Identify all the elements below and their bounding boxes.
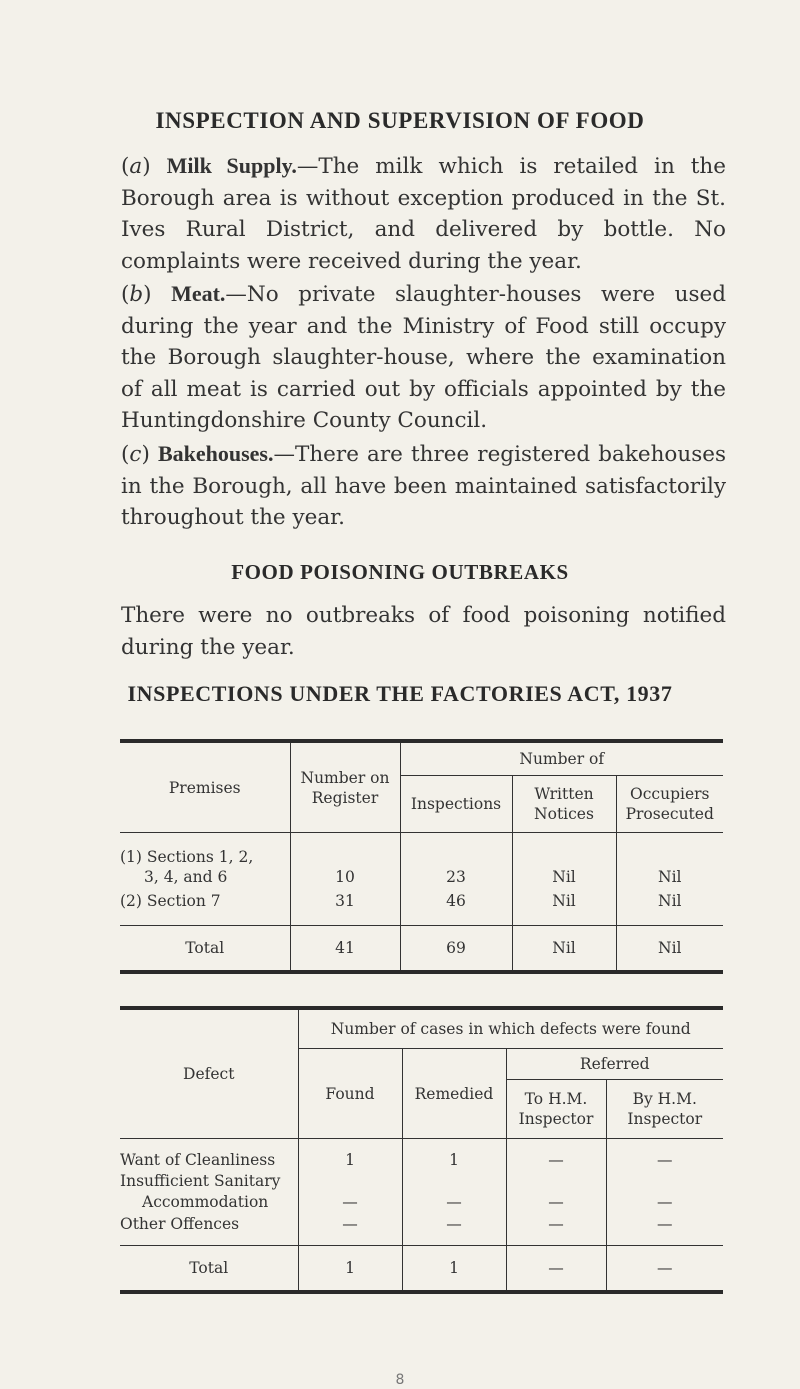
row-inspections: 23 — [400, 833, 512, 888]
col-header-premises: Premises — [168, 778, 241, 797]
page-number: 8 — [395, 1372, 405, 1388]
factories-inspections-table — [120, 739, 723, 974]
para-prefix-open: ( — [121, 154, 130, 179]
total-to-hm: — — [506, 1246, 606, 1293]
para-letter: a — [129, 154, 143, 179]
para-lead-meat: Meat. — [171, 281, 226, 306]
col-header-remedied: Remedied — [402, 1049, 506, 1139]
table-row — [120, 1139, 723, 1172]
total-label: Total — [189, 1259, 229, 1277]
heading-inspection: INSPECTION AND SUPERVISION OF FOOD — [155, 108, 645, 133]
col-header-number-on-register: Number on Register — [290, 741, 400, 833]
paragraph-bakehouses — [121, 438, 726, 534]
row-by-hm: — — [606, 1213, 723, 1246]
para-text-milk: —The milk which is retailed in the Borough area is without exception produced in the St. Ives Rural District, and delivered by bottle. No complaints were received during the year. — [121, 154, 726, 274]
row-premises-line1: (1) Sections 1, 2, — [120, 848, 254, 866]
row-to-hm: — — [506, 1171, 606, 1213]
table-row — [120, 833, 723, 888]
table-row — [120, 1213, 723, 1246]
table-row — [120, 1171, 723, 1213]
row-defect: Want of Cleanliness — [120, 1151, 276, 1169]
row-premises — [120, 833, 290, 888]
para-lead-milk: Milk Supply. — [166, 153, 297, 178]
row-prosecuted: Nil — [616, 887, 723, 926]
row-to-hm: — — [506, 1213, 606, 1246]
total-notices: Nil — [512, 926, 616, 973]
row-found: — — [298, 1213, 402, 1246]
table-header-row — [120, 741, 723, 776]
col-header-by-hm-inspector: By H.M. Inspector — [606, 1080, 723, 1139]
heading-factories-act: INSPECTIONS UNDER THE FACTORIES ACT, 1937 — [127, 681, 673, 706]
total-register: 41 — [290, 926, 400, 973]
paragraph-milk-supply — [121, 150, 726, 277]
row-premises-line2: 3, 4, and 6 — [144, 868, 228, 886]
row-notices: Nil — [512, 833, 616, 888]
table-total-row — [120, 1246, 723, 1293]
row-found: 1 — [298, 1139, 402, 1172]
total-prosecuted: Nil — [616, 926, 723, 973]
row-defect — [120, 1171, 298, 1213]
row-prosecuted: Nil — [616, 833, 723, 888]
row-inspections: 46 — [400, 887, 512, 926]
total-by-hm: — — [606, 1246, 723, 1293]
row-remedied: 1 — [402, 1139, 506, 1172]
para-letter: b — [129, 282, 144, 307]
row-notices: Nil — [512, 887, 616, 926]
row-defect: Other Offences — [120, 1215, 240, 1233]
col-header-number-of-cases: Number of cases in which defects were found — [298, 1008, 723, 1049]
row-premises: (2) Section 7 — [120, 892, 221, 910]
col-header-to-hm-inspector: To H.M. Inspector — [506, 1080, 606, 1139]
para-lead-bakehouses: Bakehouses. — [157, 441, 274, 466]
row-defect-line1: Insufficient Sanitary — [120, 1172, 281, 1190]
paragraph-meat — [121, 278, 726, 437]
row-remedied: — — [402, 1213, 506, 1246]
row-remedied: — — [402, 1171, 506, 1213]
para-prefix-open: ( — [121, 282, 130, 307]
total-remedied: 1 — [402, 1246, 506, 1293]
row-to-hm: — — [506, 1139, 606, 1172]
row-by-hm: — — [606, 1139, 723, 1172]
para-text-bakehouses: —There are three registered bakehouses in the Borough, all have been maintained satisfactorily throughout the year. — [121, 442, 726, 530]
col-header-occupiers-prosecuted: Occupiers Prosecuted — [616, 776, 723, 833]
col-header-inspections: Inspections — [400, 776, 512, 833]
col-header-number-of: Number of — [400, 741, 723, 776]
row-by-hm: — — [606, 1171, 723, 1213]
col-header-defect: Defect — [183, 1065, 235, 1083]
para-prefix-close: ) — [141, 442, 150, 467]
table-row — [120, 887, 723, 926]
table-total-row — [120, 926, 723, 973]
col-header-found: Found — [298, 1049, 402, 1139]
para-prefix-close: ) — [143, 282, 152, 307]
row-register: 10 — [290, 833, 400, 888]
total-found: 1 — [298, 1246, 402, 1293]
col-header-written-notices: Written Notices — [512, 776, 616, 833]
defects-table — [120, 1006, 723, 1294]
col-header-referred: Referred — [506, 1049, 723, 1080]
table-header-row — [120, 1008, 723, 1049]
row-register: 31 — [290, 887, 400, 926]
para-text-meat: —No private slaughter-houses were used during the year and the Ministry of Food still occupy the Borough slaughter-house, where the examination of all meat is carried out by officials appointed by the Huntingdonshire County Council. — [121, 282, 726, 433]
para-letter: c — [129, 442, 142, 467]
total-inspections: 69 — [400, 926, 512, 973]
row-found: — — [298, 1171, 402, 1213]
row-defect-line2: Accommodation — [142, 1193, 269, 1211]
paragraph-food-poisoning: There were no outbreaks of food poisoning notified during the year. — [121, 603, 726, 660]
para-prefix-open: ( — [121, 442, 130, 467]
total-label: Total — [185, 939, 225, 957]
heading-food-poisoning: FOOD POISONING OUTBREAKS — [231, 560, 569, 584]
para-prefix-close: ) — [142, 154, 151, 179]
